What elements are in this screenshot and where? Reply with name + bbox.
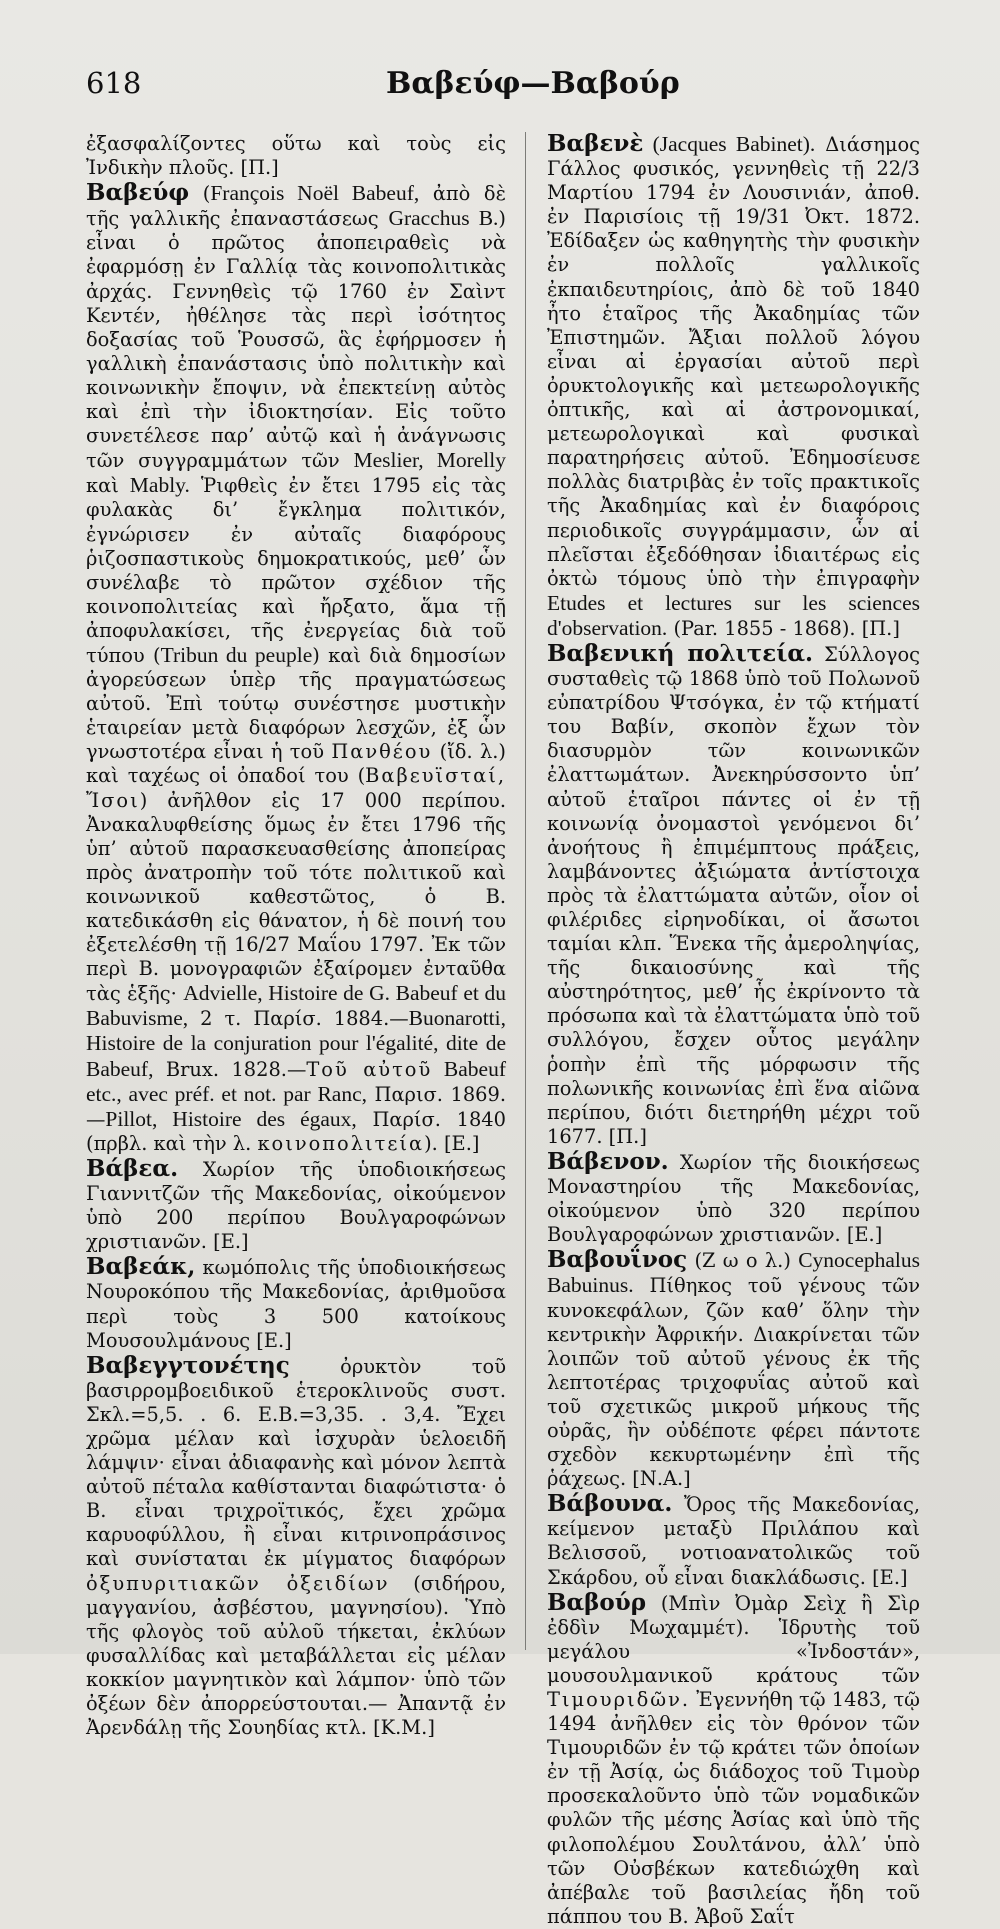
entry-babiniki-politeia	[547, 639, 920, 1149]
entry-text: ἐξασφαλίζοντες οὕτω καὶ τοὺς εἰς Ἰνδικὴν πλοῦς. [Π.]	[86, 132, 506, 180]
latin-text: Meslier, Morelly	[353, 448, 506, 473]
entry-babinet	[547, 132, 920, 641]
entry-text: ἀπὸ δὲ τῆς γαλλικῆς ἐπαναστάσεως	[86, 182, 507, 231]
entry-text: ) καὶ διὰ δημοσίων ἀγορεύσεων ὑπὲρ τῆς πραγματώσεως αὐτοῦ. Ἐπὶ τούτῳ συνέστησε μυστικὴν ἑταιρείαν μετὰ διαφόρων λεσχῶν, ἐξ ὧν γνωστοτέρα εἶναι ἡ τοῦ	[86, 643, 506, 764]
entry-text: Ὄρος τῆς Μακεδονίας, κείμενον μεταξὺ Πριλάπου καὶ Βελισσοῦ, νοτιοανατολικῶς τοῦ Σκάρδου, οὗ εἶναι διακλάδωσις. [Ε.]	[547, 1493, 920, 1589]
headword: Βαβούρ	[547, 1588, 647, 1616]
latin-text: Babeuf etc., avec préf. et not. par Ranc,	[86, 1056, 506, 1106]
column-divider	[525, 132, 526, 1650]
entry-text: Χωρίον τῆς ὑποδιοικήσεως Γιαννιτζῶν τῆς Μακεδονίας, οἰκούμενον ὑπὸ 200 περίπου Βουλγαροφώνων χριστιανῶν. [Ε.]	[86, 1157, 506, 1254]
spaced-text: Πανθέου	[331, 740, 433, 764]
entry-babouna	[547, 1492, 920, 1589]
entry-text: 2 τ. Παρίσ. 1884.—	[188, 1007, 409, 1031]
latin-text: Tribun du peuple	[160, 642, 313, 667]
spaced-text: Τιμουριδῶν.	[547, 1688, 691, 1711]
entry-text: Πίθηκος τοῦ γένους τῶν κυνοκεφάλων, ζῶν καθ’ ὅλην τὴν κεντρικὴν Ἀφρικήν. Διακρίνεται τῶν λοιπῶν τοῦ αὐτοῦ γένους ἐκ τῆς λεπτοτέρας τριχοφυΐας αὐτοῦ καὶ τοῦ σχετικῶς μικροῦ μήκους τῆς οὐρᾶς, ἣν οὐδέποτε φέρει πάντοτε σχεδὸν κεκυρτωμένην ἐπὶ τῆς ῥάχεως. [Ν.Α.]	[547, 1274, 920, 1491]
headword: Βαβεάκ,	[86, 1253, 196, 1281]
right-column	[547, 132, 920, 1929]
entry-text: Παρίσ. 1840 (πρβλ. καὶ τὴν λ.	[86, 1107, 506, 1155]
headword: Βάβεα.	[86, 1154, 179, 1182]
running-head: Βαβεύφ—Βαβούρ	[386, 66, 680, 101]
entry-babingtonite	[86, 1351, 506, 1741]
entry-text: Παρισ. 1869.—	[86, 1082, 506, 1131]
headword: Βαβενική πολιτεία.	[547, 639, 814, 667]
entry-text: (Μπὶν Ὀμὰρ Σεὶχ ἢ Σὶρ ἐδδὶν Μωχαμμέτ). Ἱδρυτὴς τοῦ μεγάλου «Ἰνδοστάν», μουσουλμανικοῦ κράτους τῶν	[547, 1591, 920, 1687]
spaced-text: Τοῦ αὐτοῦ	[306, 1057, 433, 1081]
latin-text: François Noël Babeuf,	[210, 181, 420, 206]
headword: Βαβεύφ	[86, 179, 190, 207]
entry-text: Βrux. 1828.—	[153, 1057, 307, 1081]
entry-text: Διάσημος Γάλλος φυσικός, γεννηθεὶς τῇ 22/3 Μαρτίου 1794 ἐν Λουσινιάν, ἀποθ. ἐν Παρισίοις τῇ 19/31 Ὀκτ. 1872. Ἐδίδαξεν ὡς καθηγητὴς τὴν φυσικὴν ἐν πολλοῖς γαλλικοῖς ἐκπαιδευτηρίοις, ἀπὸ δὲ τοῦ 1840 ἦτο ἑταῖρος τῆς Ἀκαδημίας τῶν Ἐπιστημῶν. Ἄξιαι πολλοῦ λόγου εἶναι αἱ ἐργασίαι αὐτοῦ περὶ ὀρυκτολογικῆς καὶ μετεωρολογικῆς ὀπτικῆς, καὶ αἱ ἀστρονομικαί, μετεωρολογικαὶ καὶ φυσικαὶ παρατηρήσεις αὐτοῦ. Ἐδημοσίευσε πολλὰς διατριβὰς ἐν τοῖς πρακτικοῖς τῆς Ἀκαδημίας καὶ ἐν διαφόροις περιοδικοῖς συγγράμμασιν, ὧν αἱ πλεῖσται ἐξεδόθησαν ἰδιαιτέρως εἰς ὀκτὼ τόμους ὑπὸ τὴν ἐπιγραφὴν	[547, 133, 920, 590]
page-number: 618	[86, 66, 142, 100]
page-header	[86, 66, 940, 106]
entry-text: (σιδήρου, μαγγανίου, ἀσβέστου, μαγνησίου). Ὑπὸ τῆς φλογὸς τοῦ αὐλοῦ τήκεται, ἐκλύων φυσαλλίδας καὶ μεταβάλλεται εἰς μέλαν κοκκίον μαγνητικὸν καὶ λάμπον· ὑπὸ τῶν ὀξέων δὲν ἀπορρεύστουται.— Ἀπαντᾷ ἐν Ἀρενδάλῃ τῆς Σουηδίας κτλ. [Κ.Μ.]	[86, 1571, 506, 1740]
entry-babouinos	[547, 1248, 920, 1491]
entry-text: Σύλλογος συσταθεὶς τῷ 1868 ὑπὸ τοῦ Πολωνοῦ εὐπατρίδου Ψτσόγκα, ἐν τῷ κτήματί του Βαβίν, σκοπὸν ἔχων τὸν διασυρμὸν τῶν κοινωνικῶν ἐλαττωμάτων. Ἀνεκηρύσσοντο ὑπ’ αὐτοῦ ἑταῖροι πάντες οἱ ἐν τῇ κοινωνίᾳ ὀνομαστοὶ γενόμενοι δι’ ἀνοήτους ἢ ἐπιμέμπτους πράξεις, λαμβάνοντες ἀξιώματα ἀντίστοιχα πρὸς τὰ ἐλαττώματα αὐτῶν, οἷον οἱ φιλέριδες εἰρηνοδίκαι, οἱ ἄσωτοι ταμίαι κλπ. Ἕνεκα τῆς ἀμεροληψίας, τῆς δικαιοσύνης καὶ τῆς αὐστηρότητος, μεθ’ ἧς ἐκρίνοντο τὰ πρόσωπα καὶ τὰ ἐλαττώματα ὑπὸ τοῦ συλλόγου, ἔσχεν οὗτος μεγάλην ῥοπὴν ἐπὶ τῆς μόρφωσιν τῆς πολωνικῆς κοινωνίας ἐπὶ ἕνα αἰῶνα περίπου, διότι διετηρήθη μέχρι τοῦ 1677. [Π.]	[547, 642, 920, 1148]
latin-text: (Jacques Babinet).	[643, 132, 816, 156]
left-column	[86, 132, 506, 1740]
latin-text: Advielle, Histoire de G. Babeuf et du Babuvisme,	[86, 981, 506, 1031]
latin-text: Buonarotti, Histoire de la conjuration pour l'égalité, dite de Babeuf,	[86, 1006, 506, 1081]
latin-text: Mably.	[129, 473, 190, 498]
entry-continuation	[86, 132, 506, 180]
entry-text: (	[189, 182, 211, 206]
entry-text: καὶ	[86, 474, 130, 498]
entry-text: κωμόπολις τῆς ὑποδιοικήσεως Νουροκόπου τῆς Μακεδονίας, ἀριθμοῦσα περὶ τοὺς 3 500 κατοίκους Μουσουλμάνους [Ε.]	[86, 1256, 506, 1352]
spaced-text: ὀξυπυριτιακῶν ὀξειδίων	[86, 1571, 390, 1595]
latin-text: Gracchus B.	[388, 206, 499, 231]
entry-text: Ῥιφθεὶς ἐν ἔτει 1795 εἰς τὰς φυλακὰς δι’ ἔγκλημα πολιτικόν, ἐγνώρισεν ἐν αὐταῖς διαφόρους ῥιζοσπαστικοὺς δημοκρατικούς, μεθ’ ὧν συνέλαβε τὸ πρῶτον σχέδιον τῆς κοινοπολιτείας καὶ ἤρξατο, ἅμα τῇ ἀποφυλακίσει, τῆς ἐνεργείας διὰ τοῦ τύπου (	[86, 474, 506, 667]
latin-text: Etudes et lectures sur les sciences d'observation.	[547, 590, 920, 640]
entry-text: ὀρυκτὸν τοῦ βασιρρομβοειδικοῦ ἑτεροκλινοῦς συστ. Σκλ.=5,5. . 6. Ε.Β.=3,35. . 3,4. Ἔχει χρῶμα μέλαν καὶ ἰσχυρὰν ὑελοειδῆ λάμψιν· εἶναι ἀδιαφανὴς καὶ μόνον λεπτὰ αὐτοῦ πέταλα καθίστανται διαφώτιστα· ὁ Β. εἶναι τριχροϊτικός, ἔχει χρῶμα καρυοφύλλου, ἢ εἶναι κιτρινοπράσινος καὶ συνίσταται ἐκ μίγματος διαφόρων	[86, 1354, 506, 1571]
entry-text: ) ἀνῆλθον εἰς 17 000 περίπου. Ἀνακαλυφθείσης ὅμως ἐν ἔτει 1796 τῆς ὑπ’ αὐτοῦ παρασκευασθείσης ἀποπείρας πρὸς ἀνατροπὴν τοῦ τότε πολιτικοῦ καὶ κοινωνικοῦ καθεστῶτος, ὁ Β. κατεδικάσθη εἰς θάνατον, ἡ δὲ ποινή του ἐξετελέσθη τῇ 16/27 Μαΐου 1797. Ἐκ τῶν περὶ Β. μονογραφιῶν ἐξαίρομεν ἐνταῦθα τὰς ἑξῆς·	[86, 788, 506, 1006]
entry-text: ) εἶναι ὁ πρῶτος ἀποπειραθεὶς νὰ ἐφαρμόσῃ ἐν Γαλλίᾳ τὰς κοινοπολιτικὰς ἀρχάς. Γεννηθεὶς τῷ 1760 ἐν Σαὶντ Κεντέν, ἠθέλησε τὰς περὶ ἰσότητος δοξασίας τοῦ Ῥουσσῶ, ἃς ἐφήρμοσεν ἡ γαλλικὴ ἐπανάστασις ὑπὸ πολιτικὴν καὶ κοινωνικὴν ἔποψιν, νὰ ἐπεκτείνῃ αὐτὸς καὶ ἐπὶ τὴν ἰδιοκτησίαν. Εἰς τοῦτο συνετέλεσε παρ’ αὐτῷ καὶ ἡ ἀνάγνωσις τῶν συγγραμμάτων τῶν	[86, 207, 506, 473]
spaced-text: Βαβευϊσταί, Ἴσοι	[86, 764, 506, 812]
entry-text: Χωρίον τῆς διοικήσεως Μοναστηρίου τῆς Μακεδονίας, οἰκούμενον ὑπὸ 320 περίπου Βουλγαροφώνων χριστιανῶν. [Ε.]	[547, 1150, 920, 1247]
latin-text: Pillot, Histoire des égaux,	[105, 1106, 357, 1131]
entry-babea	[86, 1154, 506, 1254]
headword: Βαβουΐνος	[547, 1246, 688, 1274]
entry-babenon	[547, 1147, 920, 1247]
entry-babour	[547, 1588, 920, 1929]
spaced-text: κοινοπολιτεία	[257, 1131, 425, 1155]
headword: Βαβεγγτονέτης	[86, 1351, 290, 1379]
entry-text: (Ζ ω ο λ.)	[687, 1249, 799, 1273]
headword: Βάβενον.	[547, 1147, 669, 1175]
entry-text: (Par. 1855 - 1868). [Π.]	[667, 616, 900, 640]
headword: Βάβουνα.	[547, 1490, 673, 1518]
entry-babeak	[86, 1255, 506, 1352]
entry-text: Ἐγεννήθη τῷ 1483, τῷ 1494 ἀνῆλθεν εἰς τὸν θρόνον τῶν Τιμουριδῶν ἐν τῷ κράτει τῶν ὁποίων ἐν τῇ Ἀσίᾳ, ὡς διάδοχος τοῦ Τιμοὺρ προσεκαλοῦντο ὑπὸ τῶν νομαδικῶν φυλῶν τῆς μέσης Ἀσίας καὶ ὑπὸ τῆς φιλοπολέμου Σουλτάνου, ἀλλ’ ὑπὸ τῶν Οὐσβέκων κατεδιώχθη καὶ ἀπέβαλε τοῦ βασιλείας ἤδη τοῦ πάππου του Β. Ἀβοῦ Σαΐτ	[547, 1688, 920, 1928]
headword: Βαβενὲ	[547, 130, 644, 157]
entry-text: ). [Ε.]	[424, 1131, 480, 1155]
entry-babeuf	[86, 181, 506, 1156]
entry-text: (ἴδ. λ.) καὶ ταχέως οἱ ὀπαδοί του (	[86, 740, 506, 788]
latin-text: Cynocephalus Babuinus.	[547, 1248, 920, 1298]
